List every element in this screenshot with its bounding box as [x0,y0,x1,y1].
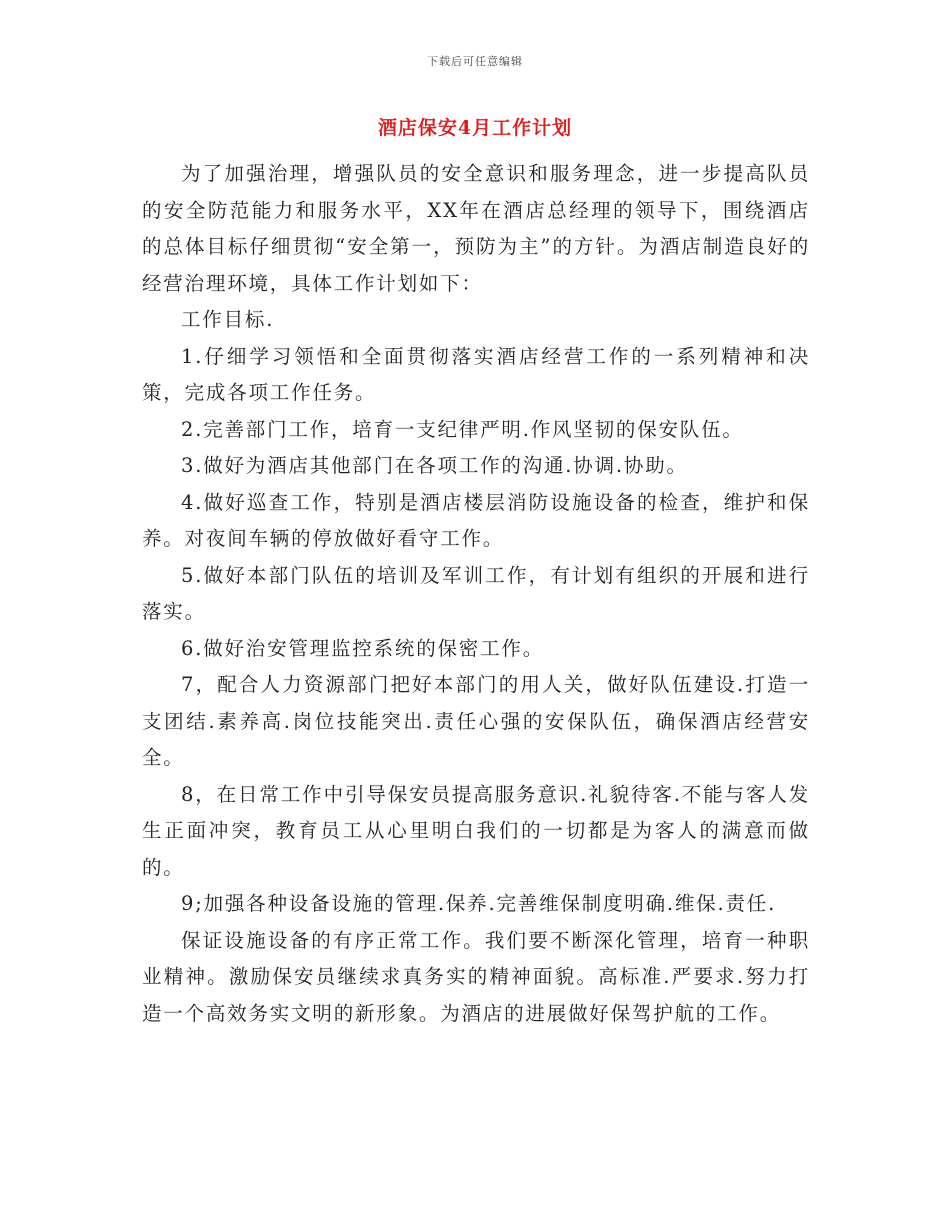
goal-item-7: 7，配合人力资源部门把好本部门的用人关，做好队伍建设.打造一支团结.素养高.岗位技能突出.责任心强的安保队伍，确保酒店经营安全。 [142,673,810,769]
goal-item-2: 2.完善部门工作，培育一支纪律严明.作风坚韧的保安队伍。 [181,417,744,441]
goal-item-5: 5.做好本部门队伍的培训及军训工作，有计划有组织的开展和进行落实。 [142,563,810,623]
goal-item-3: 3.做好为酒店其他部门在各项工作的沟通.协调.协助。 [181,454,688,477]
goal-item-1: 1.仔细学习领悟和全面贯彻落实酒店经营工作的一系列精神和决策，完成各项工作任务。 [142,344,810,404]
goal-item-9: 9;加强各种设备设施的管理.保养.完善维保制度明确.维保.责任. [181,892,777,915]
closing-paragraph: 保证设施设备的有序正常工作。我们要不断深化管理，培育一种职业精神。激励保安员继续求真务实的精神面貌。高标准.严要求.努力打造一个高效务实文明的新形象。为酒店的进展做好保驾护航的工作。 [142,928,810,1025]
document-body [142,156,810,1032]
header-note: 下载后可任意编辑 [427,55,523,68]
goal-item-4: 4.做好巡查工作，特别是酒店楼层消防设施设备的检查，维护和保养。对夜间车辆的停放做好看守工作。 [142,490,810,550]
goals-heading: 工作目标. [181,308,275,331]
goal-item-8: 8，在日常工作中引导保安员提高服务意识.礼貌待客.不能与客人发生正面冲突，教育员工从心里明白我们的一切都是为客人的满意而做的。 [142,782,810,879]
intro-paragraph: 为了加强治理，增强队员的安全意识和服务理念，进一步提高队员的安全防范能力和服务水平，XX年在酒店总经理的领导下，围绕酒店的总体目标仔细贯彻“安全第一，预防为主”的方针。为酒店制造良好的经营治理环境，具体工作计划如下： [142,162,810,295]
document-title: 酒店保安4月工作计划 [377,117,573,139]
goal-item-6: 6.做好治安管理监控系统的保密工作。 [181,636,545,660]
